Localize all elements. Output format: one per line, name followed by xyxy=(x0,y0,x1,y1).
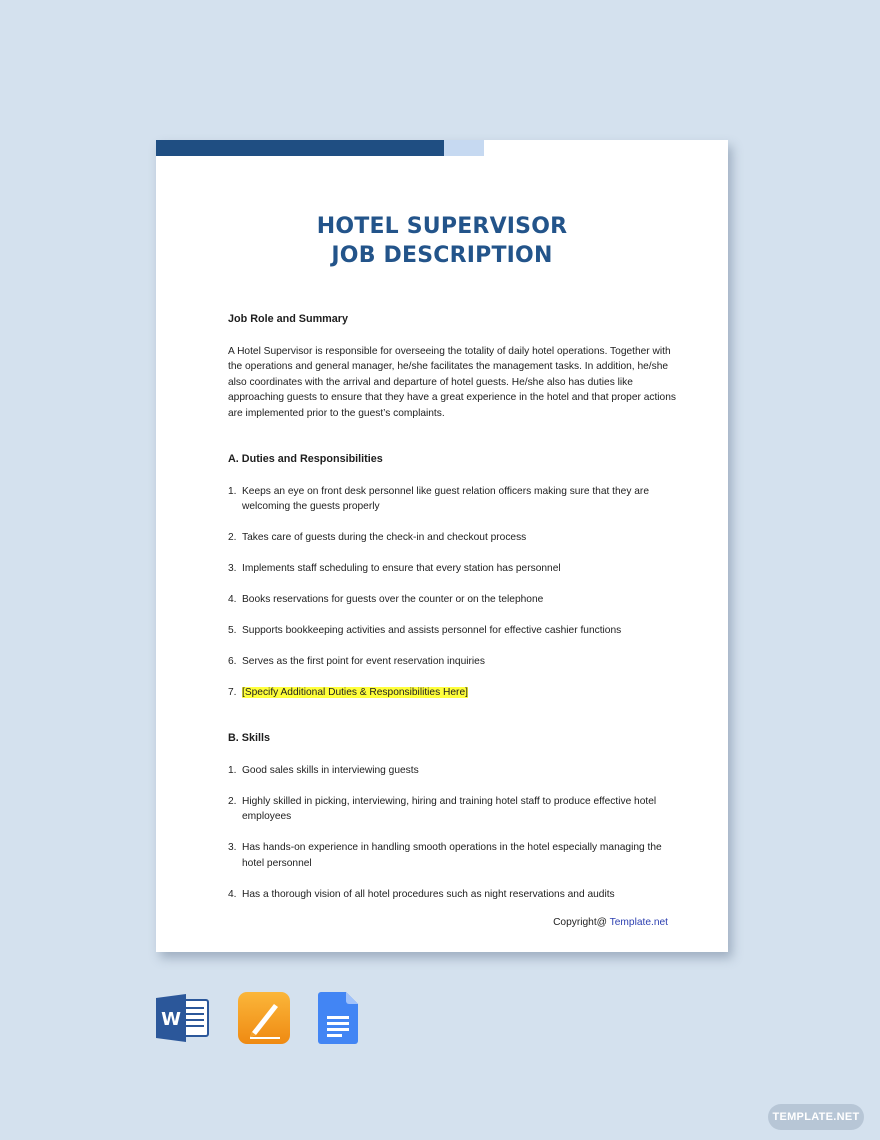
summary-paragraph: A Hotel Supervisor is responsible for overseeing the totality of daily hotel operations. Together with the operations and general manager, he/she facilitates the management tasks. In addition, he/she also coordinates with the arrival and departure of hotel guests. He/she also has duties like approaching guests to ensure that they have a great experience in the hotel and that proper actions are implemented prior to the guest’s complaints. xyxy=(228,345,676,419)
document-page xyxy=(156,140,728,952)
title-line-2: JOB DESCRIPTION xyxy=(331,243,553,268)
word-icon[interactable] xyxy=(156,994,210,1042)
header-bar-light xyxy=(444,140,484,156)
skills-heading: B. Skills xyxy=(228,732,271,744)
list-item: 4. Has a thorough vision of all hotel procedures such as night reservations and audits xyxy=(228,888,615,900)
list-item: 5. Supports bookkeeping activities and assists personnel for effective cashier functions xyxy=(228,624,622,636)
highlighted-placeholder: [Specify Additional Duties & Responsibilities Here] xyxy=(242,686,468,698)
copyright-brand-link[interactable]: Template.net xyxy=(609,917,668,928)
document-title xyxy=(156,212,728,270)
word-letter: W xyxy=(161,1009,181,1030)
duties-list xyxy=(228,484,678,701)
title-line-1: HOTEL SUPERVISOR xyxy=(316,214,568,239)
list-item: 7. [Specify Additional Duties & Responsibilities Here] xyxy=(228,686,468,698)
skills-section xyxy=(228,731,678,902)
google-docs-icon[interactable] xyxy=(318,992,358,1044)
duties-heading: A. Duties and Responsibilities xyxy=(228,453,383,465)
list-item: 4. Books reservations for guests over the counter or on the telephone xyxy=(228,594,544,605)
list-item: 6. Serves as the first point for event reservation inquiries xyxy=(228,655,485,667)
summary-heading: Job Role and Summary xyxy=(228,313,348,325)
pages-icon[interactable] xyxy=(238,992,290,1044)
copyright-label: Copyright@ xyxy=(553,917,610,928)
template-watermark: TEMPLATE.NET xyxy=(768,1104,864,1130)
list-item: 2. Takes care of guests during the check-in and checkout process xyxy=(228,532,527,543)
list-item: 2. Highly skilled in picking, interviewing, hiring and training hotel staff to produce effective hotel employees xyxy=(228,795,657,822)
list-item: 1. Good sales skills in interviewing guests xyxy=(228,764,419,776)
duties-section xyxy=(228,452,678,700)
list-item: 3. Implements staff scheduling to ensure that every station has personnel xyxy=(228,563,561,574)
list-item: 1. Keeps an eye on front desk personnel like guest relation officers making sure that they are welcoming the guests properly xyxy=(228,485,649,512)
skills-list xyxy=(228,763,678,903)
summary-section xyxy=(228,312,678,421)
copyright-line xyxy=(553,917,668,928)
header-bar-dark xyxy=(156,140,444,156)
list-item: 3. Has hands-on experience in handling smooth operations in the hotel especially managing the hotel personnel xyxy=(228,842,662,869)
